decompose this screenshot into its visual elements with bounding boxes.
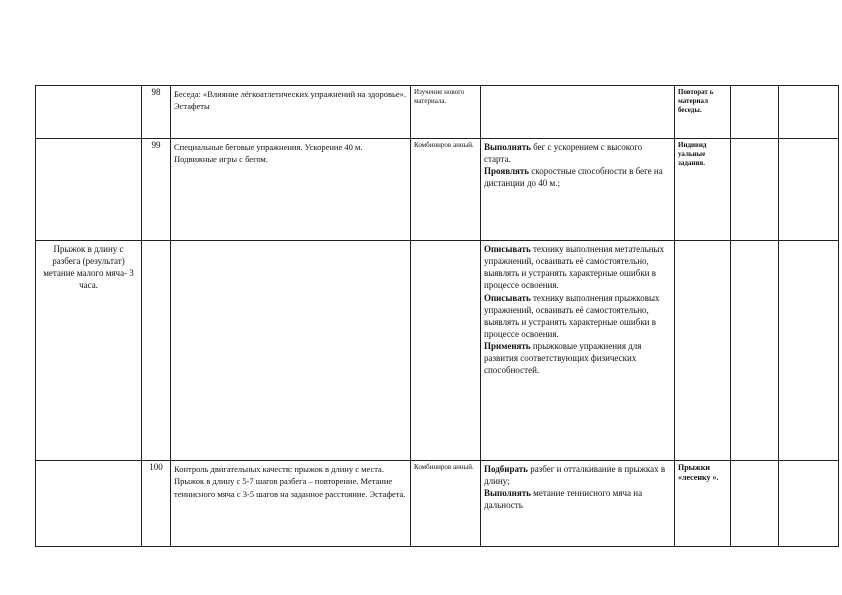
table-row — [36, 461, 839, 547]
table-row — [36, 241, 839, 461]
activities-cell — [481, 461, 675, 547]
extra-cell-1 — [731, 461, 779, 547]
extra-cell-2 — [779, 461, 839, 547]
topic-cell — [36, 86, 142, 139]
activity-item: Описывать технику выполнения метательных упражнений, осваивать её самостоятельно, выявлять и устранять характерные ошибки в процессе освоения. — [484, 244, 665, 291]
lesson-number: 98 — [142, 86, 171, 139]
table-row — [36, 86, 839, 139]
lesson-type: Комбиниров анный. — [411, 139, 481, 241]
topic-cell — [36, 139, 142, 241]
extra-cell-2 — [779, 86, 839, 139]
extra-cell-1 — [731, 241, 779, 461]
lesson-plan-table — [35, 85, 839, 547]
activity-item: Проявлять скоростные способности в беге на дистанции до 40 м.; — [484, 166, 663, 189]
lesson-type — [411, 241, 481, 461]
homework-cell — [675, 241, 731, 461]
lesson-content: Беседа: «Влияние лёгкоатлетических упражнений на здоровье». Эстафеты — [171, 86, 411, 139]
activity-item: Выполнять бег с ускорением с высокого старта. — [484, 142, 643, 165]
activity-item: Подбирать разбег и отталкивание в прыжках в длину; — [484, 464, 666, 487]
activities-cell — [481, 139, 675, 241]
lesson-content: Специальные беговые упражнения. Ускорение 40 м. Подвижные игры с бегом. — [171, 139, 411, 241]
activity-item: Применять прыжковые упражнения для развития соответствующих физических способностей. — [484, 341, 642, 376]
table-row — [36, 139, 839, 241]
topic-cell — [36, 461, 142, 547]
lesson-number: 99 — [142, 139, 171, 241]
topic-cell: Прыжок в длину с разбега (результат) метание малого мяча- 3 часа. — [36, 241, 142, 461]
lesson-number: 100 — [142, 461, 171, 547]
activities-cell — [481, 86, 675, 139]
lesson-number — [142, 241, 171, 461]
homework-cell: Прыжки «лесенку ». — [675, 461, 731, 547]
extra-cell-2 — [779, 139, 839, 241]
lesson-type: Изучение нового материала. — [411, 86, 481, 139]
lesson-content: Контроль двигательных качеств: прыжок в длину с места. Прыжок в длину с 5-7 шагов разбега – повторение. Метание теннисного мяча с 3-5 шагов на заданное расстояние. Эстафета. — [171, 461, 411, 547]
extra-cell-2 — [779, 241, 839, 461]
extra-cell-1 — [731, 86, 779, 139]
extra-cell-1 — [731, 139, 779, 241]
lesson-content — [171, 241, 411, 461]
activities-cell — [481, 241, 675, 461]
lesson-type: Комбиниров анный. — [411, 461, 481, 547]
homework-cell: Повторат ь материал беседы. — [675, 86, 731, 139]
activity-item: Описывать технику выполнения прыжковых упражнений, осваивать её самостоятельно, выявлять и устранять характерные ошибки в процессе освоения. — [484, 292, 660, 339]
activity-item: Выполнять метание теннисного мяча на дальность — [484, 488, 643, 511]
homework-cell: Индивид уальные задания. — [675, 139, 731, 241]
